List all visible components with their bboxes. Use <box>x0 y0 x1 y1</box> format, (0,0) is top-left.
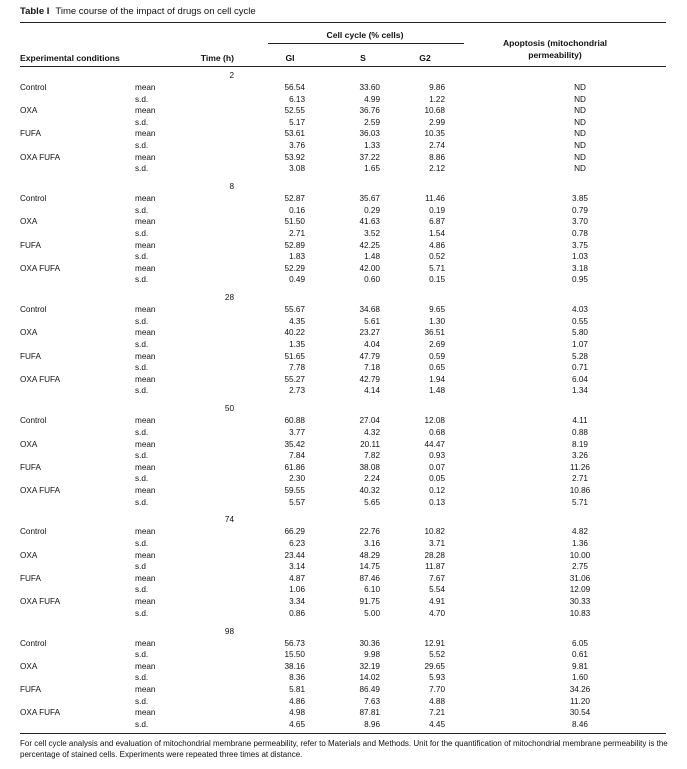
s-cell: 40.32 <box>359 485 380 495</box>
g2-cell: 0.07 <box>429 462 445 472</box>
g2-cell: 7.70 <box>429 684 445 694</box>
g2-cell: 12.91 <box>424 638 445 648</box>
g2-cell: 28.28 <box>424 550 445 560</box>
apoptosis-cell: 9.81 <box>572 661 588 671</box>
s-cell: 42.00 <box>359 263 380 273</box>
apoptosis-cell: ND <box>574 106 586 116</box>
g1-cell: 3.08 <box>289 164 305 174</box>
stat-cell: mean <box>135 527 156 537</box>
stat-cell: mean <box>135 240 156 250</box>
apoptosis-cell: 30.54 <box>569 708 591 718</box>
stat-cell: s.d. <box>135 228 149 238</box>
apoptosis-cell: 0.61 <box>572 650 588 660</box>
g2-cell: 36.51 <box>424 328 445 338</box>
condition-cell: Control <box>20 83 47 92</box>
condition-cell: FUFA <box>20 462 41 472</box>
stat-cell: mean <box>135 638 156 648</box>
stat-cell: s.d. <box>135 141 149 150</box>
stat-cell: s.d. <box>135 164 149 174</box>
apoptosis-cell: 3.26 <box>572 451 588 461</box>
stat-cell: mean <box>135 152 156 162</box>
s-cell: 47.79 <box>359 351 380 361</box>
g2-cell: 5.93 <box>429 673 445 683</box>
g2-cell: 1.22 <box>429 94 445 104</box>
stat-cell: s.d. <box>135 252 149 262</box>
stat-cell: s.d. <box>135 608 149 618</box>
s-cell: 87.81 <box>359 708 380 718</box>
table-footnote: For cell cycle analysis and evaluation of mitochondrial membrane permeability, refer to Materials and Methods. Unit for the quantification of mitochondrial membrane permeability is the percentage of stained cells. Experiments were repeated three times at distance. <box>20 739 668 759</box>
apoptosis-cell: ND <box>574 117 586 127</box>
g1-cell: 52.29 <box>284 263 305 273</box>
condition-cell: OXA FUFA <box>20 152 61 162</box>
g2-cell: 4.91 <box>429 597 445 606</box>
stat-cell: s.d. <box>135 316 149 326</box>
s-cell: 4.04 <box>364 340 380 349</box>
apoptosis-cell: 0.78 <box>572 228 588 238</box>
g2-cell: 4.45 <box>429 719 445 729</box>
apoptosis-cell: 1.34 <box>572 386 588 396</box>
g2-cell: 1.30 <box>429 316 445 326</box>
s-cell: 1.65 <box>364 164 380 174</box>
g1-cell: 0.86 <box>289 608 305 618</box>
g2-cell: 1.94 <box>429 374 445 384</box>
stat-cell: mean <box>135 708 156 718</box>
apoptosis-cell: 5.71 <box>572 497 588 507</box>
g1-cell: 55.67 <box>284 305 305 315</box>
g1-cell: 52.89 <box>284 240 305 250</box>
g1-cell: 7.84 <box>289 451 305 461</box>
g2-header: G2 <box>419 53 431 63</box>
apoptosis-cell: 0.55 <box>572 316 588 326</box>
g1-cell: 1.06 <box>289 585 305 595</box>
g2-cell: 29.65 <box>424 661 445 671</box>
stat-cell: s.d <box>135 562 146 572</box>
table-caption <box>20 6 256 17</box>
cell-cycle-header: Cell cycle (% cells) <box>326 30 404 40</box>
s-cell: 9.98 <box>364 650 380 660</box>
condition-cell: Control <box>20 638 47 648</box>
stat-cell: mean <box>135 217 156 227</box>
g1-cell: 52.55 <box>284 106 305 116</box>
g1-cell: 3.34 <box>289 597 305 606</box>
s-cell: 38.08 <box>359 462 380 472</box>
g2-cell: 0.52 <box>429 252 445 262</box>
s-cell: 36.76 <box>359 106 380 116</box>
g2-cell: 10.82 <box>424 527 445 537</box>
apoptosis-cell: 3.75 <box>572 240 588 250</box>
s-header: S <box>360 53 366 63</box>
g1-cell: 56.54 <box>284 83 305 92</box>
g1-cell: 55.27 <box>284 374 305 384</box>
s-cell: 22.76 <box>359 527 380 537</box>
g1-cell: 59.55 <box>284 485 305 495</box>
apoptosis-cell: 5.28 <box>572 351 588 361</box>
g2-cell: 7.67 <box>429 573 445 583</box>
stat-cell: s.d. <box>135 673 149 683</box>
s-cell: 37.22 <box>359 152 380 162</box>
apoptosis-cell: 11.26 <box>570 462 590 472</box>
condition-cell: Control <box>20 305 47 315</box>
g2-cell: 2.69 <box>429 340 445 349</box>
g1-cell: 35.42 <box>284 439 305 449</box>
apoptosis-cell: 6.04 <box>572 374 588 384</box>
s-cell: 3.52 <box>364 228 380 238</box>
g1-cell: 15.50 <box>284 650 305 660</box>
stat-cell: mean <box>135 106 156 116</box>
condition-cell: Control <box>20 416 47 426</box>
stat-cell: s.d. <box>135 585 149 595</box>
g2-cell: 0.13 <box>429 497 445 507</box>
stat-cell: mean <box>135 194 156 204</box>
s-cell: 87.46 <box>359 573 380 583</box>
apoptosis-cell: ND <box>574 141 586 150</box>
stat-cell: s.d. <box>135 363 149 373</box>
s-cell: 42.25 <box>359 240 380 250</box>
g2-cell: 11.87 <box>425 562 445 572</box>
g1-cell: 3.76 <box>289 141 305 150</box>
s-cell: 6.10 <box>364 585 380 595</box>
stat-cell: mean <box>135 129 156 139</box>
condition-cell: OXA <box>20 661 38 671</box>
g2-cell: 44.47 <box>424 439 445 449</box>
stat-cell: mean <box>135 328 156 338</box>
g2-cell: 2.74 <box>429 141 445 150</box>
table-title: Time course of the impact of drugs on cell cycle <box>55 6 256 17</box>
apoptosis-cell: ND <box>574 94 586 104</box>
s-cell: 30.36 <box>359 638 380 648</box>
table-label: Table I <box>20 6 50 17</box>
g2-cell: 8.86 <box>429 152 445 162</box>
s-cell: 41.63 <box>359 217 380 227</box>
condition-cell: Control <box>20 194 47 204</box>
time-cell: 28 <box>224 293 234 303</box>
stat-cell: mean <box>135 485 156 495</box>
apoptosis-cell: 8.19 <box>572 439 588 449</box>
stat-cell: mean <box>135 661 156 671</box>
g1-cell: 8.36 <box>289 673 305 683</box>
g1-cell: 5.57 <box>289 497 305 507</box>
condition-cell: OXA FUFA <box>20 374 61 384</box>
top-rule <box>20 22 666 23</box>
apoptosis-cell: ND <box>574 164 586 174</box>
g2-cell: 10.68 <box>424 106 445 116</box>
g1-cell: 4.65 <box>289 719 305 729</box>
g1-cell: 3.14 <box>289 562 305 572</box>
condition-cell: FUFA <box>20 684 41 694</box>
apoptosis-header-line1: Apoptosis (mitochondrial <box>502 38 608 48</box>
g1-cell: 40.22 <box>284 328 305 338</box>
s-cell: 7.63 <box>364 696 380 706</box>
s-cell: 42.79 <box>359 374 380 384</box>
condition-cell: OXA FUFA <box>20 263 61 273</box>
g1-cell: 53.92 <box>284 152 305 162</box>
stat-cell: mean <box>135 416 156 426</box>
stat-cell: s.d. <box>135 386 149 396</box>
condition-cell: OXA <box>20 217 38 227</box>
apoptosis-cell: 3.85 <box>572 194 588 204</box>
s-cell: 36.03 <box>359 129 380 139</box>
stat-cell: mean <box>135 550 156 560</box>
condition-cell: FUFA <box>20 573 41 583</box>
g2-cell: 4.86 <box>429 240 445 250</box>
stat-cell: mean <box>135 374 156 384</box>
stat-cell: s.d. <box>135 427 149 437</box>
s-cell: 48.29 <box>359 550 380 560</box>
apoptosis-cell: 10.86 <box>569 485 591 495</box>
bottom-rule <box>20 733 666 734</box>
g1-cell: 7.78 <box>289 363 305 373</box>
g2-cell: 2.99 <box>429 117 445 127</box>
time-cell: 74 <box>224 515 234 525</box>
s-cell: 3.16 <box>364 539 380 548</box>
s-cell: 35.67 <box>359 194 380 204</box>
g1-cell: 4.35 <box>289 316 305 326</box>
condition-cell: FUFA <box>20 129 41 139</box>
stat-cell: mean <box>135 684 156 694</box>
g2-cell: 0.05 <box>429 474 445 484</box>
g1-cell: 5.81 <box>289 684 305 694</box>
condition-cell: OXA <box>20 106 38 116</box>
g1-cell: 1.83 <box>289 252 305 262</box>
g2-cell: 1.48 <box>429 386 445 396</box>
g1-cell: 0.49 <box>289 275 305 285</box>
stat-cell: s.d. <box>135 474 149 484</box>
g1-cell: 52.87 <box>284 194 305 204</box>
condition-cell: Control <box>20 527 47 537</box>
stat-cell: mean <box>135 263 156 273</box>
g2-cell: 10.35 <box>424 129 445 139</box>
g1-cell: 1.35 <box>289 340 305 349</box>
condition-cell: OXA FUFA <box>20 485 61 495</box>
apoptosis-cell: 0.71 <box>572 363 588 373</box>
apoptosis-cell: 3.18 <box>572 263 588 273</box>
g2-cell: 3.71 <box>429 539 445 548</box>
g1-cell: 6.23 <box>289 539 305 548</box>
stat-cell: s.d. <box>135 650 149 660</box>
s-cell: 27.04 <box>359 416 380 426</box>
s-cell: 91.75 <box>359 597 380 606</box>
g2-cell: 0.65 <box>429 363 445 373</box>
g2-cell: 2.12 <box>429 164 445 174</box>
apoptosis-cell: ND <box>574 129 586 139</box>
g1-cell: 2.71 <box>289 228 305 238</box>
g1-header: GI <box>285 53 295 63</box>
g1-cell: 4.98 <box>289 708 305 718</box>
condition-cell: OXA FUFA <box>20 597 61 606</box>
s-cell: 32.19 <box>359 661 380 671</box>
s-cell: 2.59 <box>364 117 380 127</box>
apoptosis-cell: 12.09 <box>569 585 591 595</box>
stat-cell: s.d. <box>135 94 149 104</box>
condition-cell: OXA <box>20 439 38 449</box>
g1-cell: 51.65 <box>284 351 305 361</box>
g1-cell: 60.88 <box>284 416 305 426</box>
g2-cell: 0.12 <box>429 485 445 495</box>
stat-cell: mean <box>135 597 156 606</box>
condition-cell: OXA <box>20 550 38 560</box>
s-cell: 14.75 <box>359 562 380 572</box>
stat-cell: s.d. <box>135 117 149 127</box>
g1-cell: 66.29 <box>284 527 305 537</box>
g2-cell: 11.46 <box>425 194 445 204</box>
g1-cell: 0.16 <box>289 205 305 215</box>
stat-cell: s.d. <box>135 451 149 461</box>
g2-cell: 4.70 <box>429 608 445 618</box>
g2-cell: 9.65 <box>429 305 445 315</box>
apoptosis-cell: ND <box>574 152 586 162</box>
g2-cell: 5.71 <box>429 263 445 273</box>
apoptosis-cell: 34.26 <box>569 684 591 694</box>
stat-cell: s.d. <box>135 696 149 706</box>
apoptosis-cell: 1.60 <box>572 673 588 683</box>
s-cell: 7.18 <box>364 363 380 373</box>
s-cell: 4.14 <box>364 386 380 396</box>
g1-cell: 38.16 <box>284 661 305 671</box>
g1-cell: 3.77 <box>289 427 305 437</box>
stat-cell: mean <box>135 462 156 472</box>
stat-cell: s.d. <box>135 719 149 729</box>
apoptosis-cell: ND <box>574 83 586 92</box>
g2-cell: 0.59 <box>429 351 445 361</box>
apoptosis-cell: 31.06 <box>569 573 591 583</box>
apoptosis-cell: 10.00 <box>569 550 591 560</box>
g2-cell: 6.87 <box>429 217 445 227</box>
cell-cycle-rule <box>268 43 464 44</box>
condition-cell: OXA FUFA <box>20 708 61 718</box>
time-cell: 8 <box>229 182 234 192</box>
stat-cell: s.d. <box>135 340 149 349</box>
time-cell: 50 <box>224 404 234 414</box>
apoptosis-cell: 1.36 <box>572 539 588 548</box>
condition-cell: OXA <box>20 328 38 338</box>
stat-cell: s.d. <box>135 205 149 215</box>
stat-cell: mean <box>135 83 156 92</box>
g1-cell: 51.50 <box>284 217 305 227</box>
conditions-header: Experimental conditions <box>20 53 120 63</box>
stat-cell: mean <box>135 439 156 449</box>
s-cell: 20.11 <box>360 439 380 449</box>
apoptosis-cell: 5.80 <box>572 328 588 338</box>
time-header: Time (h) <box>200 53 234 63</box>
g1-cell: 2.30 <box>289 474 305 484</box>
s-cell: 4.32 <box>364 427 380 437</box>
s-cell: 5.65 <box>364 497 380 507</box>
g2-cell: 0.19 <box>429 205 445 215</box>
apoptosis-header-line2: permeability) <box>528 50 582 60</box>
g1-cell: 4.87 <box>289 573 305 583</box>
apoptosis-cell: 4.11 <box>572 416 588 426</box>
apoptosis-cell: 2.75 <box>572 562 588 572</box>
g2-cell: 5.54 <box>429 585 445 595</box>
g1-cell: 56.73 <box>284 638 305 648</box>
apoptosis-cell: 3.70 <box>572 217 588 227</box>
apoptosis-cell: 4.03 <box>572 305 588 315</box>
apoptosis-cell: 30.33 <box>569 597 591 606</box>
s-cell: 33.60 <box>359 83 380 92</box>
g1-cell: 53.61 <box>284 129 305 139</box>
time-cell: 2 <box>229 71 234 80</box>
s-cell: 2.24 <box>364 474 380 484</box>
stat-cell: s.d. <box>135 497 149 507</box>
g1-cell: 23.44 <box>284 550 305 560</box>
s-cell: 1.48 <box>364 252 380 262</box>
g2-cell: 7.21 <box>429 708 445 718</box>
s-cell: 5.00 <box>364 608 380 618</box>
s-cell: 0.60 <box>364 275 380 285</box>
g2-cell: 5.52 <box>429 650 445 660</box>
s-cell: 1.33 <box>364 141 380 150</box>
apoptosis-cell: 8.46 <box>572 719 588 729</box>
g2-cell: 4.88 <box>429 696 445 706</box>
s-cell: 5.61 <box>364 316 380 326</box>
apoptosis-cell: 0.95 <box>572 275 588 285</box>
apoptosis-cell: 0.79 <box>572 205 588 215</box>
stat-cell: mean <box>135 351 156 361</box>
g1-cell: 6.13 <box>289 94 305 104</box>
s-cell: 14.02 <box>359 673 380 683</box>
time-cell: 98 <box>224 626 234 636</box>
g2-cell: 1.54 <box>429 228 445 238</box>
apoptosis-cell: 4.82 <box>572 527 588 537</box>
g2-cell: 0.15 <box>429 275 445 285</box>
condition-cell: FUFA <box>20 351 41 361</box>
g2-cell: 9.86 <box>429 83 445 92</box>
g2-cell: 0.93 <box>429 451 445 461</box>
apoptosis-cell: 11.20 <box>570 696 590 706</box>
g1-cell: 4.86 <box>289 696 305 706</box>
s-cell: 0.29 <box>364 205 380 215</box>
s-cell: 8.96 <box>364 719 380 729</box>
g1-cell: 5.17 <box>289 117 305 127</box>
s-cell: 7.82 <box>364 451 380 461</box>
g1-cell: 2.73 <box>289 386 305 396</box>
stat-cell: s.d. <box>135 539 149 548</box>
g1-cell: 61.86 <box>284 462 305 472</box>
stat-cell: mean <box>135 305 156 315</box>
header-rule <box>20 66 666 67</box>
apoptosis-cell: 6.05 <box>572 638 588 648</box>
apoptosis-cell: 10.83 <box>569 608 591 618</box>
apoptosis-cell: 2.71 <box>572 474 588 484</box>
s-cell: 86.49 <box>359 684 380 694</box>
g2-cell: 0.68 <box>429 427 445 437</box>
apoptosis-cell: 0.88 <box>572 427 588 437</box>
apoptosis-cell: 1.07 <box>572 340 588 349</box>
s-cell: 34.68 <box>359 305 380 315</box>
s-cell: 23.27 <box>359 328 380 338</box>
s-cell: 4.99 <box>364 94 380 104</box>
stat-cell: mean <box>135 573 156 583</box>
apoptosis-cell: 1.03 <box>572 252 588 262</box>
condition-cell: FUFA <box>20 240 41 250</box>
g2-cell: 12.08 <box>424 416 445 426</box>
stat-cell: s.d. <box>135 275 149 285</box>
